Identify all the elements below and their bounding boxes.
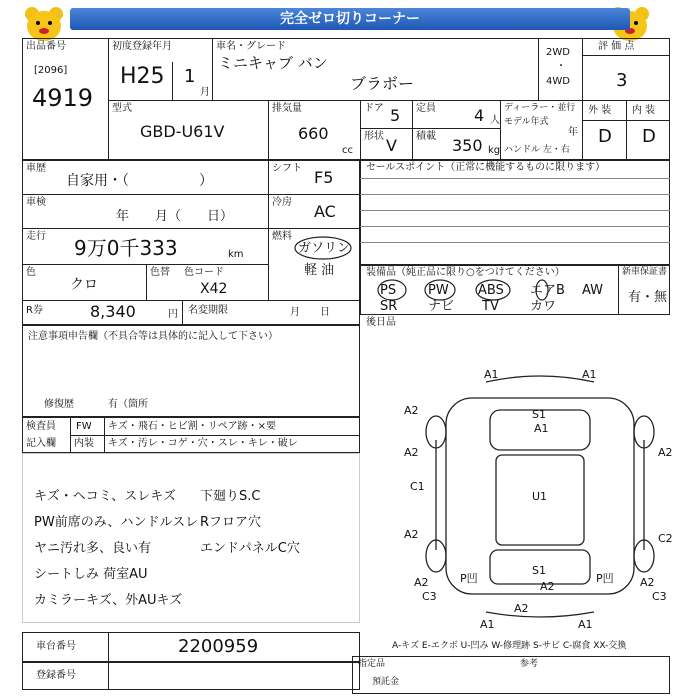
doors-value: 5 (390, 106, 401, 125)
equip-pw: PW (428, 283, 449, 298)
svg-text:A1: A1 (578, 618, 593, 630)
load-unit: kg (488, 145, 501, 156)
top-section (22, 38, 670, 160)
entry-label: 記入欄 (26, 438, 56, 449)
fuel-circle-mark (292, 234, 354, 262)
svg-text:A2: A2 (404, 528, 419, 541)
inspection-value: 年 月（ 日） (116, 209, 234, 224)
back-date-label: 後日品 (366, 317, 396, 328)
comment-line: PW前席のみ、ハンドルスレ (34, 515, 199, 530)
svg-text:A2: A2 (414, 576, 429, 589)
deposit-label-b: 参考 (520, 659, 539, 669)
svg-text:A2: A2 (404, 446, 419, 459)
recycle-value: 8,340 (90, 302, 136, 321)
svg-text:C3: C3 (652, 590, 667, 603)
repair-label: 修復歴 (44, 399, 74, 410)
svg-text:C1: C1 (410, 480, 425, 493)
chassis-value: 2200959 (178, 636, 259, 657)
inspector-label: 検査員 (26, 421, 56, 432)
model-year-label: モデル年式 (504, 117, 549, 127)
color-label: 色 (26, 267, 36, 278)
equip-aw: AW (582, 283, 604, 298)
drive-sep: ・ (556, 61, 566, 72)
capacity-value: 4 (474, 106, 485, 125)
inspection-label: 車検 (26, 197, 46, 208)
comment-line: ヤニ汚れ多、良い有 (34, 541, 152, 556)
svg-text:A2: A2 (658, 446, 673, 459)
exterior-value: D (598, 126, 612, 147)
banner-title: 完全ゼロ切りコーナー (70, 8, 630, 30)
capacity-unit: 人 (490, 115, 500, 126)
history-label: 車歴 (26, 163, 46, 174)
load-label: 積載 (416, 131, 436, 142)
color-value: クロ (70, 277, 98, 293)
deposit-label: 預託金 (372, 677, 400, 687)
equipment-circle-marks (370, 276, 550, 302)
notes-label: 注意事項申告欄（不具合等は具体的に記入して下さい） (28, 331, 278, 342)
shift-label: シフト (272, 163, 302, 174)
comment-right-line: Rフロア穴 (200, 515, 262, 530)
reg-month: 1 (184, 66, 196, 87)
fw-label: FW (76, 421, 92, 432)
ac-label: 冷房 (272, 197, 292, 208)
load-value: 350 (452, 136, 483, 155)
history-value: 自家用・（ ） (66, 173, 213, 189)
name-label: 車名・グレード (216, 41, 286, 52)
tax-value: 月 日 (290, 307, 330, 318)
equip-leather: カワ (530, 299, 557, 314)
sales-point-box (360, 160, 670, 265)
model-label: 型式 (112, 103, 132, 114)
displacement-label: 排気量 (272, 103, 302, 114)
svg-text:P凹: P凹 (460, 572, 478, 585)
doors-label: ドア (364, 103, 384, 114)
equip-navi: ナビ (428, 299, 455, 314)
lot-number: 4919 (32, 84, 94, 112)
warranty-label: 新車保証書 (622, 267, 668, 277)
color-code-label: 色コード (184, 267, 224, 278)
equip-airbag: エアB (530, 283, 565, 298)
handle-label: ハンドル 左・右 (504, 145, 570, 155)
interior-label: 内 装 (632, 105, 656, 116)
svg-text:A1: A1 (534, 422, 549, 435)
color-code: X42 (200, 281, 228, 297)
mileage-label: 走行 (26, 231, 46, 242)
fuel-label: 燃料 (272, 231, 292, 242)
reg-year: H25 (120, 64, 165, 89)
lot-sub: [2096] (34, 65, 68, 76)
svg-text:P凹: P凹 (596, 572, 614, 585)
registration-label: 登録番号 (36, 670, 76, 681)
equip-abs: ABS (478, 283, 504, 298)
repair-value: 有（箇所 (108, 399, 148, 410)
recycle-label: R券 (26, 305, 43, 316)
equipment-label: 装備品（純正品に限り○をつけてください） (366, 267, 565, 278)
comment-line: カミラーキズ、外AUキズ (34, 593, 183, 608)
comment-line: シートしみ 荷室AU (34, 567, 148, 582)
interior-value: D (642, 126, 656, 147)
fuel-gas: ガソリン (298, 241, 351, 256)
svg-text:A2: A2 (404, 404, 419, 417)
svg-text:U1: U1 (532, 490, 548, 503)
warranty-value: 有・無 (628, 290, 668, 305)
tax-label: 名変期限 (188, 305, 228, 316)
score-label: 評 価 点 (598, 41, 635, 52)
recycle-unit: 円 (168, 309, 178, 320)
svg-text:A1: A1 (480, 618, 495, 630)
svg-text:A1: A1 (484, 368, 499, 381)
svg-text:S1: S1 (532, 408, 546, 421)
lot-label: 出品番号 (26, 41, 66, 52)
interior-items: キズ・汚レ・コゲ・穴・スレ・キレ・破レ (108, 438, 298, 449)
exterior-label: 外 装 (588, 105, 612, 116)
equip-tv: TV (482, 299, 499, 314)
drive-4wd: 4WD (546, 76, 570, 87)
shape-label: 形状 (364, 131, 384, 142)
reg-month-unit: 月 (200, 87, 210, 98)
ac-value: AC (314, 202, 336, 221)
color-change-label: 色替 (150, 267, 170, 278)
svg-text:A2: A2 (640, 576, 655, 589)
dealer-label: ディーラー・並行 (504, 103, 576, 113)
comment-line: キズ・ヘコミ、スレキズ (34, 489, 176, 504)
comment-right-line: 下廻りS.C (200, 489, 261, 504)
score-value: 3 (616, 70, 628, 91)
shape-value: V (386, 136, 397, 155)
chassis-label: 車台番号 (36, 641, 76, 652)
capacity-label: 定員 (416, 103, 436, 114)
model-value: GBD-U61V (140, 122, 225, 141)
displacement-value: 660 (298, 124, 329, 143)
car-damage-diagram (400, 360, 680, 630)
car-grade: ブラボー (350, 74, 415, 93)
svg-text:A1: A1 (582, 368, 597, 381)
equip-ps: PS (380, 283, 397, 298)
comment-right-line: エンドパネルC穴 (200, 541, 300, 556)
deposit-label-a: 指定品 (358, 659, 386, 669)
svg-text:A2: A2 (540, 580, 555, 593)
mileage-value: 9万0千333 (74, 236, 178, 260)
deposit-box (352, 656, 670, 694)
equip-sr: SR (380, 299, 398, 314)
car-name: ミニキャブ バン (218, 54, 328, 72)
shift-value: F5 (314, 168, 334, 187)
reg-label: 初度登録年月 (112, 41, 172, 52)
drive-2wd: 2WD (546, 47, 570, 58)
legend: A-キズ E-エクボ U-凹み W-修理跡 S-サビ C-腐食 XX-交換 (392, 641, 627, 651)
svg-text:C2: C2 (658, 532, 673, 545)
svg-text:A2: A2 (514, 602, 529, 615)
displacement-unit: cc (342, 145, 353, 156)
interior-row-label: 内装 (74, 438, 94, 449)
svg-text:S1: S1 (532, 564, 546, 577)
fuel-diesel: 軽 油 (304, 263, 335, 278)
svg-text:C3: C3 (422, 590, 437, 603)
mileage-unit: km (228, 249, 244, 260)
model-year-unit: 年 (568, 127, 578, 138)
sales-point-label: セールスポイント（正常に機能するものに限ります） (366, 162, 606, 173)
fw-items: キズ・飛石・ヒビ割・リペア跡・×要 (108, 421, 276, 432)
